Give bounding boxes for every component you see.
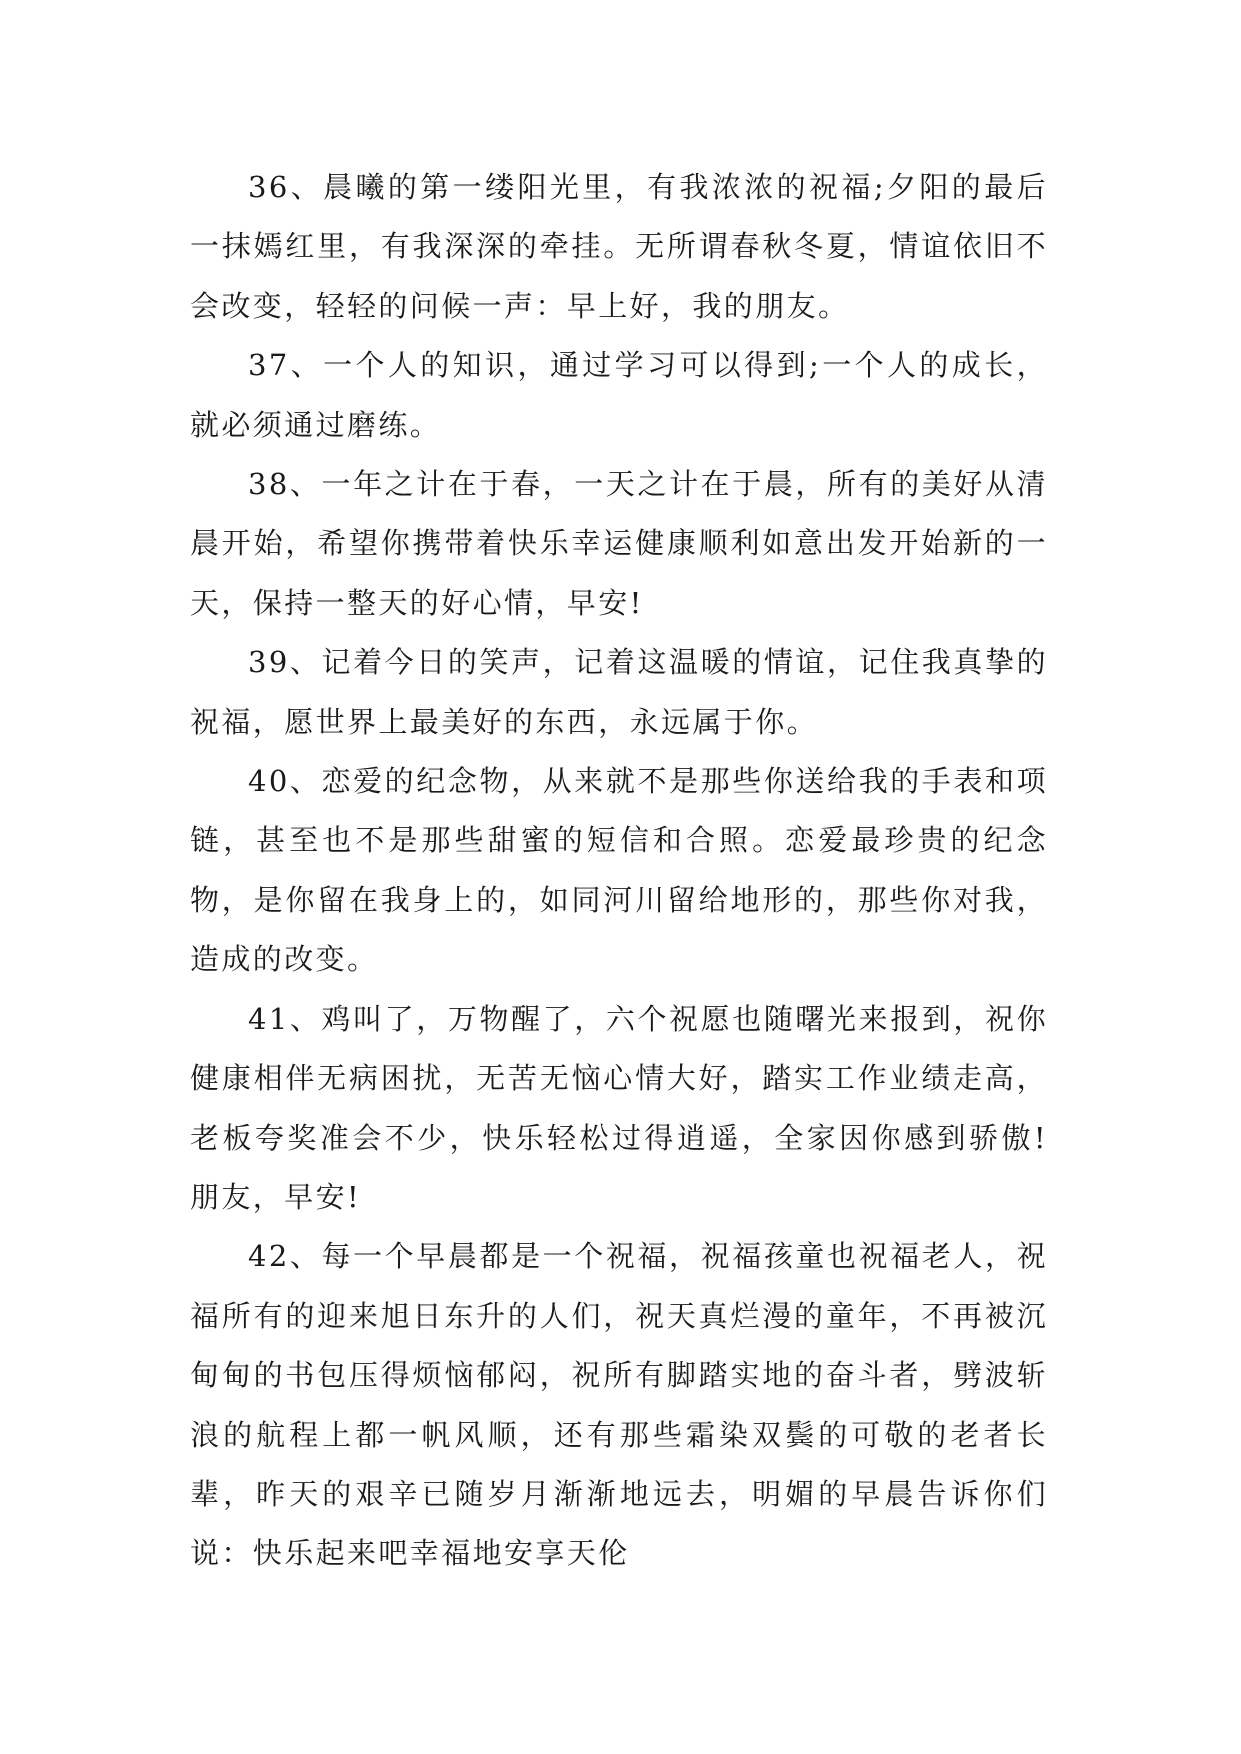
paragraph-39: 39、记着今日的笑声，记着这温暖的情谊，记住我真挚的祝福，愿世界上最美好的东西，永远属于你。 [190, 645, 1048, 739]
paragraph-37: 37、一个人的知识，通过学习可以得到;一个人的成长，就必须通过磨练。 [190, 348, 1048, 442]
paragraph-40: 40、恋爱的纪念物，从来就不是那些你送给我的手表和项链，甚至也不是那些甜蜜的短信和合照。恋爱最珍贵的纪念物，是你留在我身上的，如同河川留给地形的，那些你对我，造成的改变。 [190, 764, 1048, 977]
paragraph-36: 36、晨曦的第一缕阳光里，有我浓浓的祝福;夕阳的最后一抹嫣红里，有我深深的牵挂。无所谓春秋冬夏，情谊依旧不会改变，轻轻的问候一声：早上好，我的朋友。 [190, 170, 1048, 323]
paragraph-38: 38、一年之计在于春，一天之计在于晨，所有的美好从清晨开始，希望你携带着快乐幸运健康顺利如意出发开始新的一天，保持一整天的好心情，早安! [190, 467, 1048, 620]
paragraph-42: 42、每一个早晨都是一个祝福，祝福孩童也祝福老人，祝福所有的迎来旭日东升的人们，祝天真烂漫的童年，不再被沉甸甸的书包压得烦恼郁闷，祝所有脚踏实地的奋斗者，劈波斩浪的航程上都一帆风顺，还有那些霜染双鬓的可敬的老者长辈，昨天的艰辛已随岁月渐渐地远去，明媚的早晨告诉你们说：快乐起来吧幸福地安享天伦 [190, 1239, 1048, 1571]
paragraph-41: 41、鸡叫了，万物醒了，六个祝愿也随曙光来报到，祝你健康相伴无病困扰，无苦无恼心情大好，踏实工作业绩走高，老板夸奖准会不少，快乐轻松过得逍遥，全家因你感到骄傲!朋友，早安! [190, 1001, 1048, 1214]
document-body [190, 158, 1048, 1584]
